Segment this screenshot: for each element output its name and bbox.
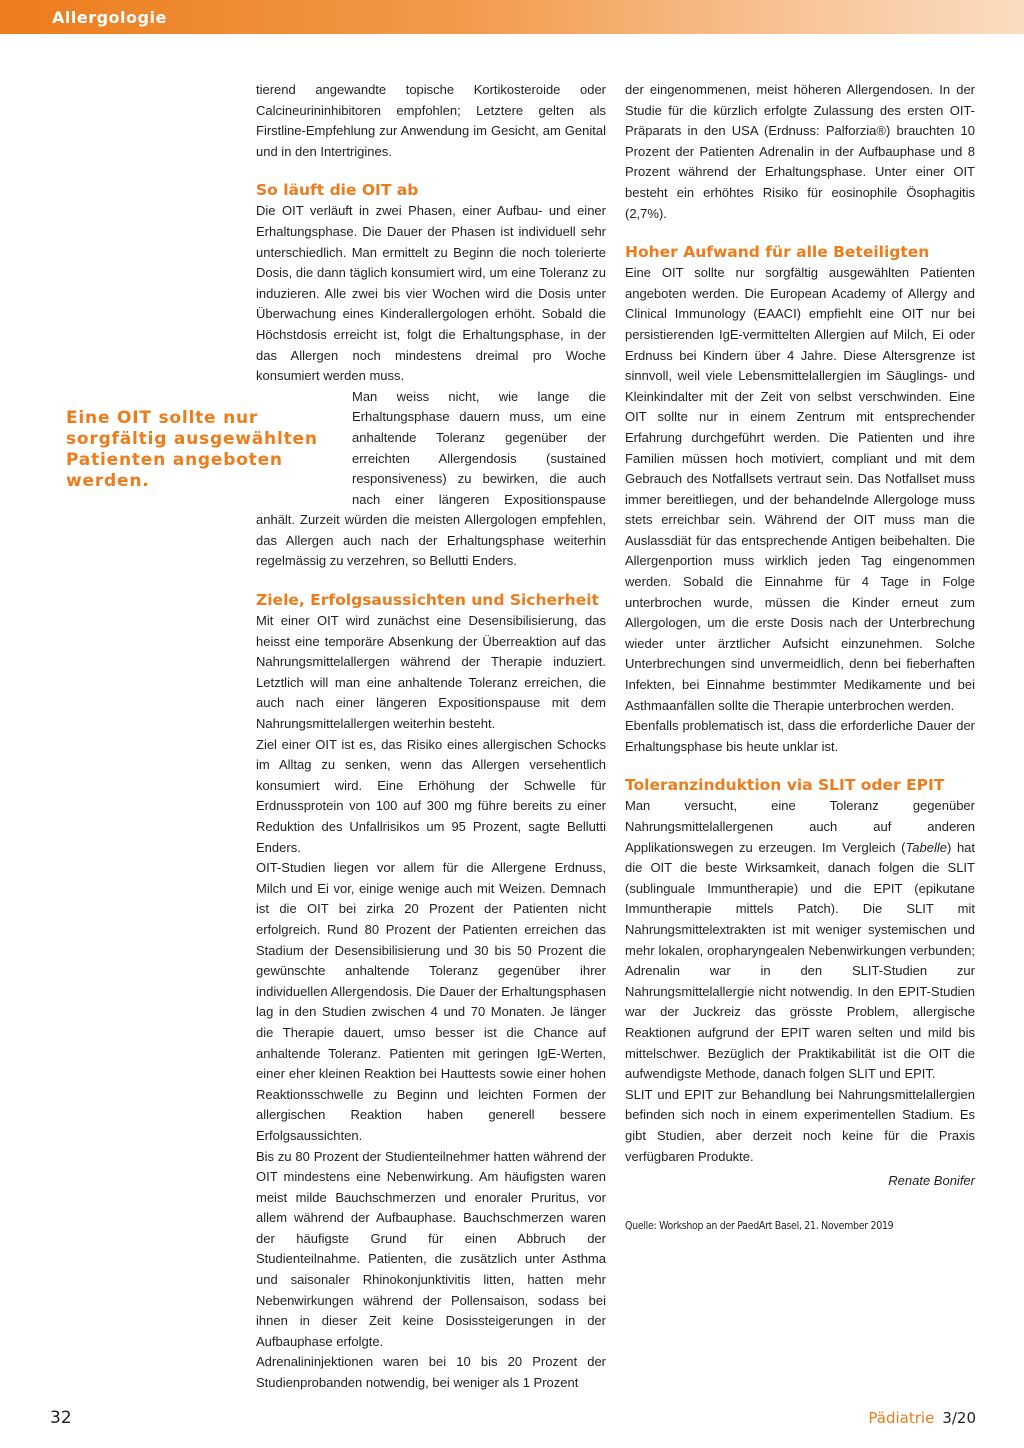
issue-number: 3/20 — [942, 1409, 976, 1427]
pull-quote: Eine OIT sollte nur sorgfältig ausgewählten Patienten angeboten werden. — [66, 408, 318, 491]
paragraph: Ebenfalls problematisch ist, dass die erforderliche Dauer der Erhaltungsphase bis heute unklar ist. — [625, 718, 975, 754]
paragraph: Mit einer OIT wird zunächst eine Desensibilisierung, das heisst eine temporäre Absenkung der Überreaktion auf das Nahrungsmittelallergen während der Therapie induziert. Letztlich will man eine anhaltende Toleranz erreichen, die auch nach einer längeren Expositionspause mit dem Nahrungsmittelallergen weiterhin besteht. — [256, 613, 606, 732]
section-header-bar — [0, 0, 1024, 34]
paragraph: Bis zu 80 Prozent der Studienteilnehmer hatten während der OIT mindestens eine Nebenwirkung. Am häufigsten waren meist milde Bauchschmerzen und enoraler Pruritus, vor allem während der Aufbauphase. Bauchschmerzen waren der häufigste Grund für einen Abbruch der Studienteilnahme. Patienten, die zusätzlich unter Asthma und saisonaler Rhinokonjunktivitis litten, hatten mehr Nebenwirkungen während der Pollensaison, sodass bei ihnen in dieser Zeit keine Dosissteigerungen in der Aufbauphase erfolgte. — [256, 1148, 606, 1349]
paragraph — [625, 796, 975, 1084]
paragraph-text: ) hat die OIT die beste Wirksamkeit, danach folgen die SLIT (sublinguale Immuntherapie) und die EPIT (epikutane Immuntherapie mittels Patch). Die SLIT mit Nahrungsmittelextrakten ist mit weniger systemischen und mehr lokalen, oropharyngealen Nebenwirkungen verbunden; Adrenalin war in den SLIT-Studien zur Nahrungsmittelallergie nicht notwendig. In den EPIT-Studien war der Juckreiz das grösste Problem, allergische Reaktionen aufgrund der EPIT waren selten und mild bis mittelschwer. Bezüglich der Praktikabilität ist die OIT die aufwendigste Methode, danach folgen SLIT und EPIT. — [625, 839, 976, 1082]
author-name: Renate Bonifer — [888, 1173, 975, 1189]
journal-footer — [868, 1409, 976, 1427]
paragraph-text: Man versucht, eine Toleranz gegenüber Nahrungsmittelallergenen auch auf anderen Applikationswegen zu erzeugen. Im Vergleich ( — [625, 798, 975, 855]
right-column — [625, 80, 975, 1236]
heading-toleranzinduktion: Toleranzinduktion via SLIT oder EPIT — [625, 776, 945, 795]
heading-hoher-aufwand: Hoher Aufwand für alle Beteiligten — [625, 243, 930, 262]
pull-quote-spacer — [256, 387, 352, 509]
middle-column — [256, 80, 606, 1394]
paragraph: Ziel einer OIT ist es, das Risiko eines allergischen Schocks im Alltag zu senken, wenn das Allergen versehentlich konsumiert wird. Eine Erhöhung der Schwelle für Erdnussprotein von 100 auf 300 mg führe bereits zu einer Reduktion des Unfallrisikos um 95 Prozent, sagte Bellutti Enders. — [256, 736, 606, 855]
paragraph: SLIT und EPIT zur Behandlung bei Nahrungsmittelallergien befinden sich noch in einem experimentellen Stadium. Es gibt Studien, aber derzeit noch keine für die Praxis verfügbaren Produkte. — [625, 1086, 975, 1164]
source-note: Quelle: Workshop an der PaedArt Basel, 21. November 2019 — [625, 1219, 894, 1232]
paragraph: Man weiss nicht, wie lange die Erhaltungsphase dauern muss, um eine anhaltende Toleranz gegenüber der erreichten Allergendosis (sustained responsiveness) zu bewirken, die auch nach einer längeren Expositionspause anhält. Zurzeit würden die meisten Allergologen empfehlen, das Allergen auch nach der Erhaltungsphase weiterhin regelmässig zu verzehren, so Bellutti Enders. — [256, 388, 606, 569]
paragraph: der eingenommenen, meist höheren Allergendosen. In der Studie für die kürzlich erfolgte Zulassung des ersten OIT-Präparats in den USA (Erdnuss: Palforzia®) brauchten 10 Prozent der Patienten Adrenalin in der Aufbauphase und 8 Prozent während der Erhaltungsphase. Unter einer OIT besteht ein erhöhtes Risiko für eosinophile Ösophagitis (2,7%). — [625, 82, 975, 221]
paragraph: Die OIT verläuft in zwei Phasen, einer Aufbau- und einer Erhaltungsphase. Die Dauer der Phasen ist individuell sehr unterschiedlich. Man ermittelt zu Beginn die noch tolerierte Dosis, die dann täglich konsumiert wird, um eine Toleranz zu induzieren. Alle zwei bis vier Wochen wird die Dosis unter Überwachung eines Kinderallergologen erhöht. Sobald die Höchstdosis erreicht ist, folgt die Erhaltungsphase, in der das Allergen noch mindestens dreimal pro Woche konsumiert werden muss. — [256, 203, 606, 384]
heading-so-laeuft-die-oit-ab: So läuft die OIT ab — [256, 181, 419, 200]
heading-ziele-erfolgsaussichten-sicherheit: Ziele, Erfolgsaussichten und Sicherheit — [256, 591, 599, 610]
page-number: 32 — [50, 1408, 72, 1428]
paragraph: OIT-Studien liegen vor allem für die Allergene Erdnuss, Milch und Ei vor, einige wenige auch mit Weizen. Demnach ist die OIT bei zirka 20 Prozent der Patienten nicht erfolgreich. Rund 80 Prozent der Patienten erreichen das Stadium der Desensibilisierung und 30 bis 50 Prozent die gewünschte anhaltende Toleranz gegenüber ihrer individuellen Allergendosis. Die Dauer der Erhaltungsphasen lag in den Studien zwischen 4 und 70 Monaten. Je länger die Therapie dauert, umso besser ist die Chance auf anhaltende Toleranz. Patienten mit geringen IgE-Werten, einer eher kleinen Reaktion bei Hauttests sowie einer hohen Reaktionsschwelle zu Beginn und leichten Formen der allergischen Reaktion haben generell bessere Erfolgsaussichten. — [256, 860, 606, 1143]
paragraph: tierend angewandte topische Kortikosteroide oder Calcineurininhibitoren empfohlen; Letztere gelten als Firstline-Empfehlung zur Anwendung im Gesicht, am Genital und in den Intertrigines. — [256, 82, 606, 159]
table-reference: Tabelle — [905, 839, 947, 855]
journal-name: Pädiatrie — [868, 1409, 935, 1427]
paragraph: Adrenalininjektionen waren bei 10 bis 20 Prozent der Studienprobanden notwendig, bei weniger als 1 Prozent — [256, 1354, 606, 1391]
section-label: Allergologie — [52, 8, 167, 27]
paragraph: Eine OIT sollte nur sorgfältig ausgewählten Patienten angeboten werden. Die European Academy of Allergy and Clinical Immunology (EAACI) empfiehlt eine OIT nur bei persistierenden IgE-vermittelten Allergien auf Milch, Ei oder Erdnuss bei Kindern über 4 Jahre. Diese Altersgrenze ist sinnvoll, weil viele Lebensmittelallergien im Säuglings- und Kleinkindalter mit der Zeit von selbst verschwinden. Eine OIT sollte nur in einem Zentrum mit entsprechender Erfahrung durchgeführt werden. Die Patienten und ihre Familien müssen hoch motiviert, compliant und mit dem Gebrauch des Notfallsets vertraut sein. Das Notfallset muss immer bereitliegen, und der behandelnde Allergologe muss stets erreichbar sein. Während der OIT muss man die Auslassdiät für das entsprechende Antigen beibehalten. Die Allergenportion muss wirklich jeden Tag eingenommen werden. Sobald die Einnahme für 4 Tage in Folge unterbrochen wurde, müssen die Kinder erneut zum Allergologen, um die erste Dosis nach der Unterbrechung wieder unter ärztlicher Aufsicht einzunehmen. Solche Unterbrechungen sind unvermeidlich, denn bei fieberhaften Infekten, bei Einnahme bestimmter Medikamente und bei Asthmaanfällen sollte die Therapie unterbrochen werden. — [625, 265, 975, 713]
